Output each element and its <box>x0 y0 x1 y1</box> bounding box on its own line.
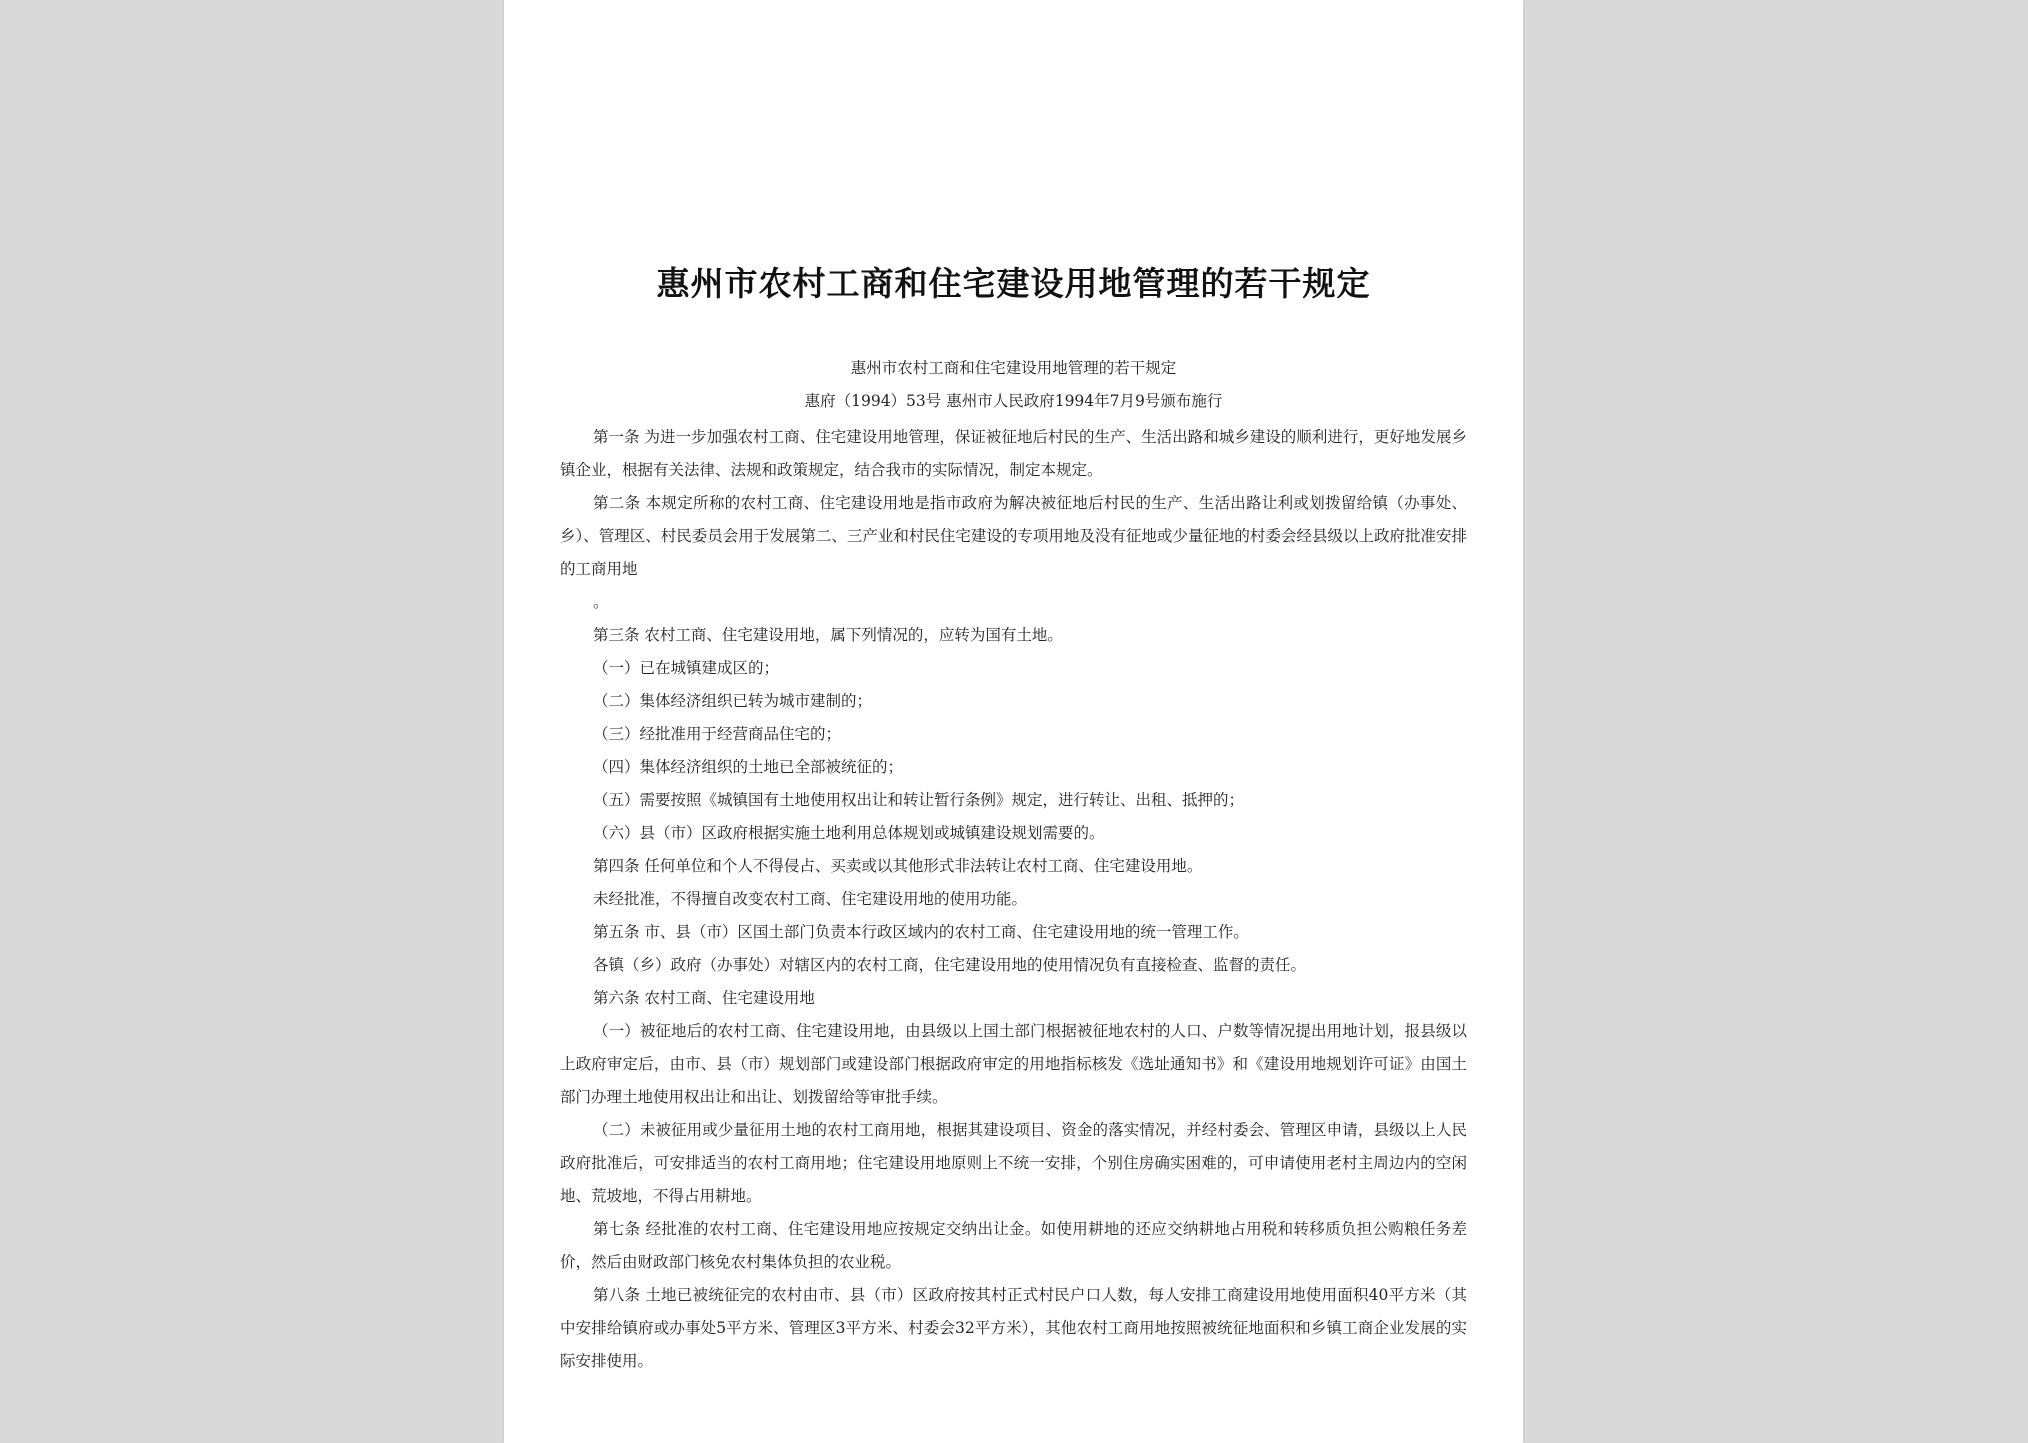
decree-line: 惠府（1994）53号 惠州市人民政府1994年7月9号颁布施行 <box>804 392 1223 410</box>
paragraph: 第八条 土地已被统征完的农村由市、县（市）区政府按其村正式村民户口人数，每人安排工商建设用地使用面积40平方米（其中安排给镇府或办事处5平方米、管理区3平方米、村委会32平方米），其他农村工商用地按照被统征地面积和乡镇工商企业发展的实际安排使用。 <box>560 1286 1467 1370</box>
paragraph: 第六条 农村工商、住宅建设用地 <box>593 989 815 1007</box>
paragraph: 第一条 为进一步加强农村工商、住宅建设用地管理，保证被征地后村民的生产、生活出路和城乡建设的顺利进行，更好地发展乡镇企业，根据有关法律、法规和政策规定，结合我市的实际情况，制定本规定。 <box>560 428 1467 479</box>
paragraph: （一）已在城镇建成区的； <box>593 659 780 677</box>
paragraph: 未经批准，不得擅自改变农村工商、住宅建设用地的使用功能。 <box>593 890 1028 908</box>
paragraph: 第五条 市、县（市）区国土部门负责本行政区域内的农村工商、住宅建设用地的统一管理工作。 <box>593 923 1249 941</box>
paragraph: （四）集体经济组织的土地已全部被统征的； <box>593 758 904 776</box>
paragraph: （一）被征地后的农村工商、住宅建设用地，由县级以上国土部门根据被征地农村的人口、户数等情况提出用地计划，报县级以上政府审定后，由市、县（市）规划部门或建设部门根据政府审定的用地指标核发《选址通知书》和《建设用地规划许可证》由国土部门办理土地使用权出让和出让、划拨留给等审批手续。 <box>560 1022 1467 1106</box>
document-subtitle: 惠州市农村工商和住宅建设用地管理的若干规定 <box>850 359 1177 377</box>
paragraph: 第三条 农村工商、住宅建设用地，属下列情况的，应转为国有土地。 <box>593 626 1063 644</box>
paragraph: （六）县（市）区政府根据实施土地利用总体规划或城镇建设规划需要的。 <box>593 824 1105 842</box>
paragraph: 各镇（乡）政府（办事处）对辖区内的农村工商，住宅建设用地的使用情况负有直接检查、监督的责任。 <box>593 956 1307 974</box>
document-title: 惠州市农村工商和住宅建设用地管理的若干规定 <box>656 264 1371 303</box>
document-body <box>560 421 1467 1378</box>
paragraph: （二）未被征用或少量征用土地的农村工商用地，根据其建设项目、资金的落实情况，并经村委会、管理区申请，县级以上人民政府批准后，可安排适当的农村工商用地；住宅建设用地原则上不统一安排，个别住房确实困难的，可申请使用老村主周边内的空闲地、荒坡地，不得占用耕地。 <box>560 1121 1467 1205</box>
document-page <box>504 0 1523 1443</box>
paragraph: 。 <box>593 593 609 611</box>
paragraph: 第二条 本规定所称的农村工商、住宅建设用地是指市政府为解决被征地后村民的生产、生活出路让利或划拨留给镇（办事处、乡）、管理区、村民委员会用于发展第二、三产业和村民住宅建设的专项用地及没有征地或少量征地的村委会经县级以上政府批准安排的工商用地 <box>560 494 1467 578</box>
paragraph: 第七条 经批准的农村工商、住宅建设用地应按规定交纳出让金。如使用耕地的还应交纳耕地占用税和转移质负担公购粮任务差价，然后由财政部门核免农村集体负担的农业税。 <box>560 1220 1467 1271</box>
paragraph: （三）经批准用于经营商品住宅的； <box>593 725 842 743</box>
paragraph: （二）集体经济组织已转为城市建制的； <box>593 692 873 710</box>
paragraph: （五）需要按照《城镇国有土地使用权出让和转让暂行条例》规定，进行转让、出租、抵押的； <box>593 791 1245 809</box>
paragraph: 第四条 任何单位和个人不得侵占、买卖或以其他形式非法转让农村工商、住宅建设用地。 <box>593 857 1203 875</box>
